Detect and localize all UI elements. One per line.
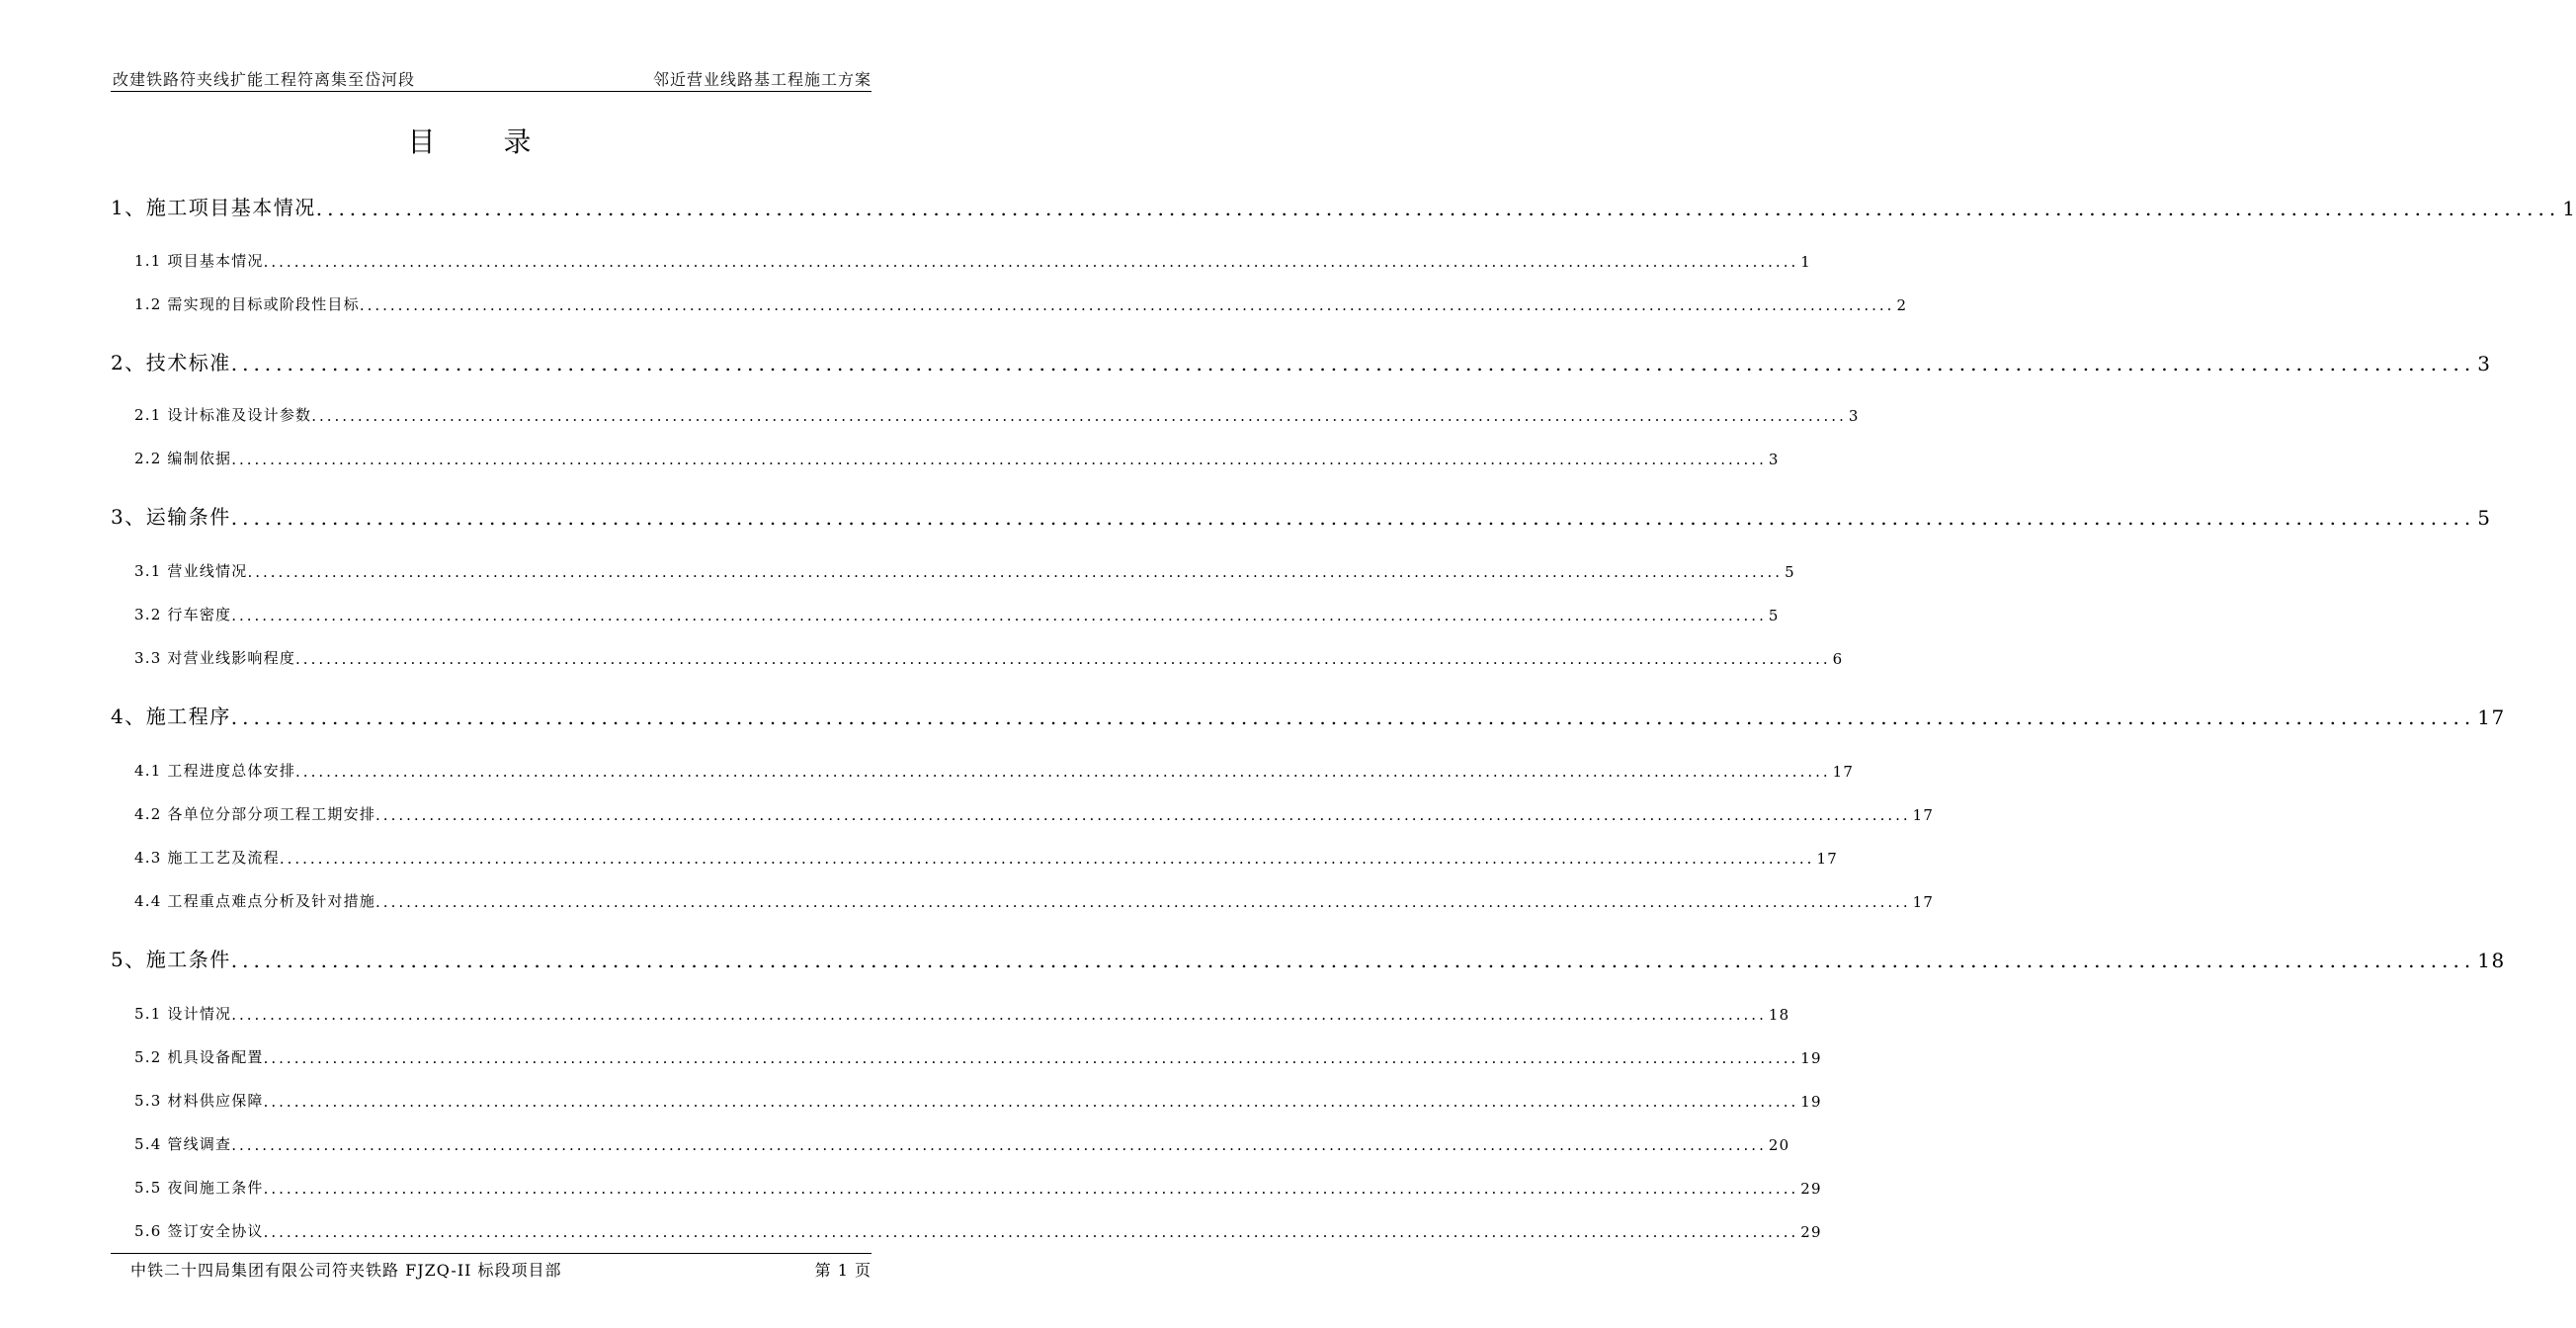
toc-section-entry[interactable]: [111, 401, 1860, 425]
toc-entry-page: 5: [1785, 563, 1795, 581]
toc-leader-dots: ........................................................................................................................................................................................................: [230, 506, 2476, 530]
toc-section-entry[interactable]: [111, 644, 1844, 668]
toc-entry-page: 3: [1848, 407, 1860, 425]
toc-chapter-entry[interactable]: [111, 943, 2506, 972]
toc-section-entry[interactable]: [111, 1043, 1822, 1067]
toc-leader-dots: ........................................................................................................................................................................................................: [315, 197, 2561, 220]
toc-leader-dots: ........................................................................................................................................................................................................: [263, 1049, 1799, 1067]
toc-leader-dots: ........................................................................................................................................................................................................: [263, 1093, 1799, 1111]
toc-chapter-entry[interactable]: [111, 500, 2492, 530]
toc-entry-page: 17: [1912, 893, 1935, 911]
toc-entry-label: 4.2 各单位分部分项工程工期安排: [134, 805, 376, 823]
toc-entry-label: 2.2 编制依据: [134, 450, 232, 467]
toc-entry-page: 19: [1800, 1049, 1822, 1067]
toc-entry-page: 17: [2477, 706, 2506, 729]
toc-entry-label: 4.3 施工工艺及流程: [134, 849, 280, 867]
toc-entry-label: 4、施工程序: [111, 705, 231, 728]
toc-entry-page: 3: [2477, 352, 2492, 375]
toc-leader-dots: ........................................................................................................................................................................................................: [279, 850, 1815, 868]
toc-entry-page: 20: [1768, 1136, 1790, 1154]
toc-chapter-entry[interactable]: [111, 346, 2492, 375]
toc-entry-page: 17: [1832, 763, 1855, 781]
toc-leader-dots: ........................................................................................................................................................................................................: [263, 1223, 1799, 1241]
toc-leader-dots: ........................................................................................................................................................................................................: [231, 607, 1767, 624]
toc-section-entry[interactable]: [111, 445, 1780, 468]
toc-leader-dots: ........................................................................................................................................................................................................: [230, 949, 2476, 972]
toc-entry-page: 29: [1800, 1223, 1822, 1241]
toc-entry-page: 29: [1800, 1180, 1822, 1198]
toc-section-entry[interactable]: [111, 601, 1780, 624]
toc-leader-dots: ........................................................................................................................................................................................................: [230, 352, 2476, 375]
toc-section-entry[interactable]: [111, 557, 1795, 581]
toc-leader-dots: ........................................................................................................................................................................................................: [231, 1136, 1767, 1154]
toc-leader-dots: ........................................................................................................................................................................................................: [263, 1180, 1799, 1198]
toc-leader-dots: ........................................................................................................................................................................................................: [230, 706, 2476, 729]
toc-entry-label: 3.3 对营业线影响程度: [134, 649, 296, 667]
footer-page-number: 第 1 页: [814, 1261, 872, 1280]
toc-leader-dots: ........................................................................................................................................................................................................: [231, 1006, 1767, 1024]
toc-entry-label: 1.1 项目基本情况: [134, 252, 264, 270]
toc-entry-page: 18: [1768, 1006, 1790, 1024]
toc-entry-label: 3、运输条件: [111, 505, 231, 529]
toc-section-entry[interactable]: [111, 844, 1838, 868]
toc-leader-dots: ........................................................................................................................................................................................................: [359, 296, 1895, 314]
toc-leader-dots: ........................................................................................................................................................................................................: [311, 407, 1847, 425]
toc-leader-dots: ........................................................................................................................................................................................................: [247, 563, 1784, 581]
header-document-name: 邻近营业线路基工程施工方案: [652, 70, 872, 89]
toc-entry-label: 3.1 营业线情况: [134, 562, 248, 580]
header-project-name: 改建铁路符夹线扩能工程符离集至岱河段: [113, 70, 416, 89]
toc-section-entry[interactable]: [111, 247, 1811, 271]
toc-entry-label: 1.2 需实现的目标或阶段性目标: [134, 295, 360, 313]
toc-entry-page: 1: [1800, 253, 1811, 271]
toc-entry-page: 17: [1912, 806, 1935, 824]
toc-entry-label: 4.4 工程重点难点分析及针对措施: [134, 892, 376, 910]
page-footer: [111, 1253, 872, 1280]
toc-entry-label: 5.5 夜间施工条件: [134, 1179, 264, 1197]
toc-section-entry[interactable]: [111, 1174, 1822, 1198]
toc-entry-label: 5.4 管线调查: [134, 1135, 232, 1153]
toc-entry-page: 3: [1768, 451, 1780, 468]
toc-leader-dots: ........................................................................................................................................................................................................: [375, 806, 1911, 824]
page-header: [111, 65, 872, 92]
toc-chapter-entry[interactable]: [111, 191, 2576, 220]
footer-organization: 中铁二十四局集团有限公司符夹铁路 FJZQ-II 标段项目部: [130, 1261, 562, 1280]
toc-entry-label: 3.2 行车密度: [134, 606, 232, 623]
toc-section-entry[interactable]: [111, 757, 1855, 781]
page-title: 目 录: [407, 125, 561, 158]
toc-entry-page: 19: [1800, 1093, 1822, 1111]
toc-leader-dots: ........................................................................................................................................................................................................: [375, 893, 1911, 911]
toc-entry-label: 5.1 设计情况: [134, 1005, 232, 1023]
toc-entry-page: 1: [2562, 197, 2576, 220]
toc-entry-label: 5、施工条件: [111, 948, 231, 971]
toc-entry-label: 1、施工项目基本情况: [111, 196, 316, 219]
toc-entry-page: 18: [2477, 949, 2506, 972]
toc-leader-dots: ........................................................................................................................................................................................................: [295, 763, 1831, 781]
toc-entry-label: 2、技术标准: [111, 351, 231, 374]
toc-entry-label: 5.2 机具设备配置: [134, 1048, 264, 1066]
toc-leader-dots: ........................................................................................................................................................................................................: [263, 253, 1799, 271]
toc-entry-page: 5: [2477, 506, 2492, 530]
toc-leader-dots: ........................................................................................................................................................................................................: [295, 650, 1831, 668]
toc-entry-label: 4.1 工程进度总体安排: [134, 762, 296, 780]
toc-entry-page: 2: [1896, 296, 1908, 314]
toc-section-entry[interactable]: [111, 290, 1908, 314]
toc-entry-page: 5: [1768, 607, 1780, 624]
toc-entry-page: 6: [1832, 650, 1844, 668]
toc-section-entry[interactable]: [111, 800, 1935, 824]
toc-entry-label: 5.6 签订安全协议: [134, 1222, 264, 1240]
toc-entry-label: 5.3 材料供应保障: [134, 1092, 264, 1110]
toc-section-entry[interactable]: [111, 1087, 1822, 1111]
toc-section-entry[interactable]: [111, 1130, 1790, 1154]
toc-leader-dots: ........................................................................................................................................................................................................: [231, 451, 1767, 468]
toc-section-entry[interactable]: [111, 1000, 1790, 1024]
toc-entry-label: 2.1 设计标准及设计参数: [134, 406, 312, 424]
toc-entry-page: 17: [1816, 850, 1838, 868]
toc-section-entry[interactable]: [111, 887, 1935, 911]
toc-section-entry[interactable]: [111, 1217, 1822, 1241]
toc-chapter-entry[interactable]: [111, 700, 2506, 729]
